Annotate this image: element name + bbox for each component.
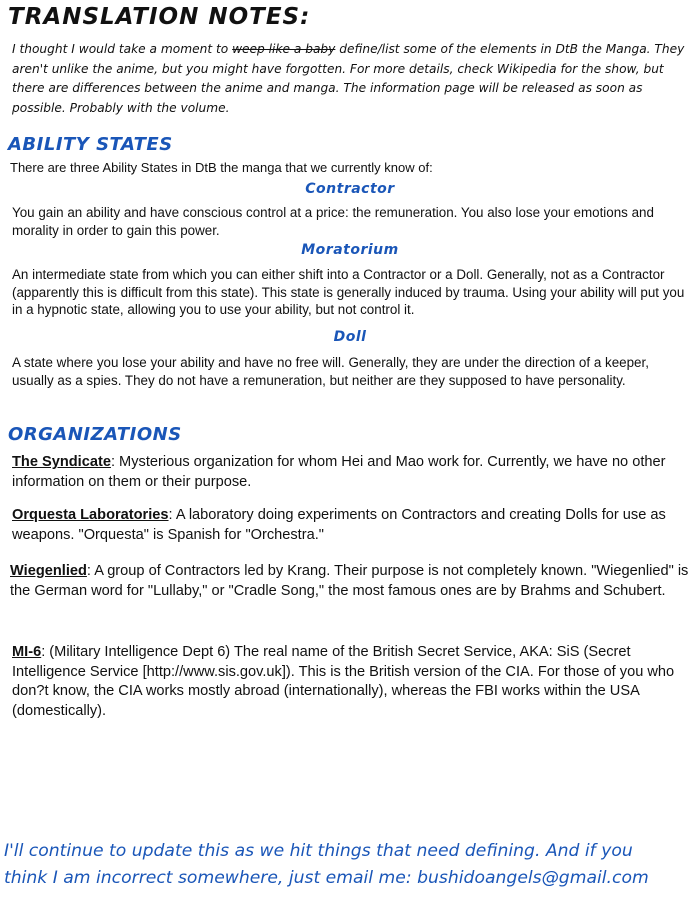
ability-states-lead: There are three Ability States in DtB the manga that we currently know of: (10, 160, 433, 175)
org-wiegenlied-term: Wiegenlied (10, 563, 87, 579)
organizations-heading: ORGANIZATIONS (8, 424, 182, 445)
org-orquesta-term: Orquesta Laboratories (12, 507, 169, 523)
moratorium-description: An intermediate state from which you can either shift into a Contractor or a Doll. Generally, not as a Contractor (apparently this is difficult from this state). This state is generally induced by trauma. Using your ability will put you in a hypnotic state, allowing you to use your ability, but not control it. (12, 267, 685, 317)
org-wiegenlied (10, 562, 694, 601)
footer-line-2 (4, 865, 698, 892)
org-syndicate-term: The Syndicate (12, 454, 111, 470)
intro-text-after: define/list some of the elements in DtB the Manga. They aren't unlike the anime, but you might have forgotten. For more details, check Wikipedia for the show, but there are differences between the anime and manga. The information page will be released as soon as possible. Probably with the volume. (12, 42, 685, 115)
footer-email: bushidoangels@gmail.com (417, 868, 649, 888)
ability-states-heading: ABILITY STATES (8, 134, 173, 155)
org-orquesta (12, 506, 696, 545)
org-wiegenlied-text: : A group of Contractors led by Krang. Their purpose is not completely known. "Wiegenlied" is the German word for "Lullaby," or "Cradle Song," the most famous ones are by Brahms and Schubert. (10, 563, 689, 599)
intro-strikethrough-text: weep like a baby (232, 42, 336, 56)
doll-heading: Doll (333, 329, 367, 345)
org-syndicate-text: : Mysterious organization for whom Hei and Mao work for. Currently, we have no other information on them or their purpose. (12, 454, 666, 490)
org-orquesta-text: : A laboratory doing experiments on Contractors and creating Dolls for use as weapons. "Orquesta" is Spanish for "Orchestra." (12, 507, 666, 543)
org-mi6-term: MI-6 (12, 644, 42, 660)
org-mi6-text: : (Military Intelligence Dept 6) The real name of the British Secret Service, AKA: SiS (Secret Intelligence Service [http://www.sis.gov.uk]). This is the British version of the CIA. For those of you who don?t know, the CIA works mostly abroad (internationally), whereas the FBI works within the USA (domestically). (12, 644, 675, 719)
doll-description: A state where you lose your ability and have no free will. Generally, they are under the direction of a keeper, usually as a spies. They do not have a remuneration, but neither are they supposed to have personality. (12, 355, 649, 388)
org-syndicate (12, 453, 696, 492)
page-title: TRANSLATION NOTES: (8, 4, 311, 30)
footer-line-2-text: think I am incorrect somewhere, just email me: (4, 868, 418, 888)
footer-note (4, 838, 698, 892)
footer-line-1: I'll continue to update this as we hit things that need defining. And if you (4, 841, 633, 861)
intro-text-before: I thought I would take a moment to (12, 42, 233, 56)
org-mi6 (12, 643, 696, 721)
contractor-description: You gain an ability and have conscious control at a price: the remuneration. You also lose your emotions and morality in order to gain this power. (12, 205, 654, 238)
contractor-heading: Contractor (305, 181, 395, 197)
moratorium-heading: Moratorium (301, 242, 399, 258)
intro-paragraph (12, 40, 692, 118)
